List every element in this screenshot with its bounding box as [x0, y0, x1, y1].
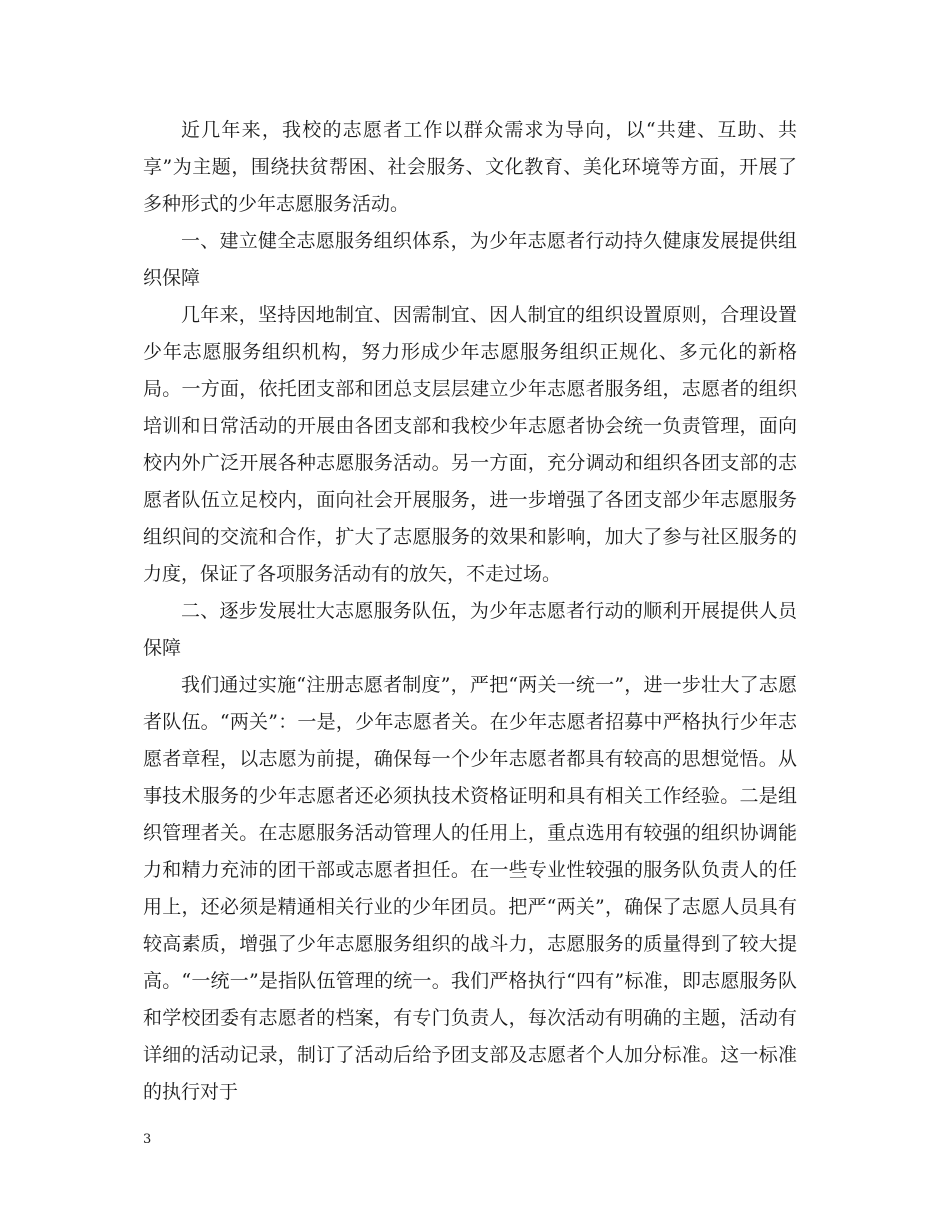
page-number: 3: [143, 1132, 152, 1147]
document-body: [143, 112, 797, 1111]
section-heading-1: 一、建立健全志愿服务组织体系，为少年志愿者行动持久健康发展提供组织保障: [143, 230, 797, 289]
intro-paragraph: 近几年来，我校的志愿者工作以群众需求为导向，以“共建、互助、共享”为主题，围绕扶贫帮困、社会服务、文化教育、美化环境等方面，开展了多种形式的少年志愿服务活动。: [143, 119, 797, 215]
body-paragraph: 我们通过实施“注册志愿者制度”，严把“两关一统一”，进一步壮大了志愿者队伍。“两关”：一是，少年志愿者关。在少年志愿者招募中严格执行少年志愿者章程，以志愿为前提，确保每一个少年志愿者都具有较高的思想觉悟。从事技术服务的少年志愿者还必须执技术资格证明和具有相关工作经验。二是组织管理者关。在志愿服务活动管理人的任用上，重点选用有较强的组织协调能力和精力充沛的团干部或志愿者担任。在一些专业性较强的服务队负责人的任用上，还必须是精通相关行业的少年团员。把严“两关”，确保了志愿人员具有较高素质，增强了少年志愿服务组织的战斗力，志愿服务的质量得到了较大提高。“一统一”是指队伍管理的统一。我们严格执行“四有”标准，即志愿服务队和学校团委有志愿者的档案，有专门负责人，每次活动有明确的主题，活动有详细的活动记录，制订了活动后给予团支部及志愿者个人加分标准。这一标准的执行对于: [143, 674, 797, 1103]
section-heading-2: 二、逐步发展壮大志愿服务队伍，为少年志愿者行动的顺利开展提供人员保障: [143, 600, 797, 659]
body-paragraph: 几年来，坚持因地制宜、因需制宜、因人制宜的组织设置原则，合理设置少年志愿服务组织机构，努力形成少年志愿服务组织正规化、多元化的新格局。一方面，依托团支部和团总支层层建立少年志愿者服务组，志愿者的组织培训和日常活动的开展由各团支部和我校少年志愿者协会统一负责管理，面向校内外广泛开展各种志愿服务活动。另一方面，充分调动和组织各团支部的志愿者队伍立足校内，面向社会开展服务，进一步增强了各团支部少年志愿服务组织间的交流和合作，扩大了志愿服务的效果和影响，加大了参与社区服务的力度，保证了各项服务活动有的放矢，不走过场。: [143, 304, 797, 585]
